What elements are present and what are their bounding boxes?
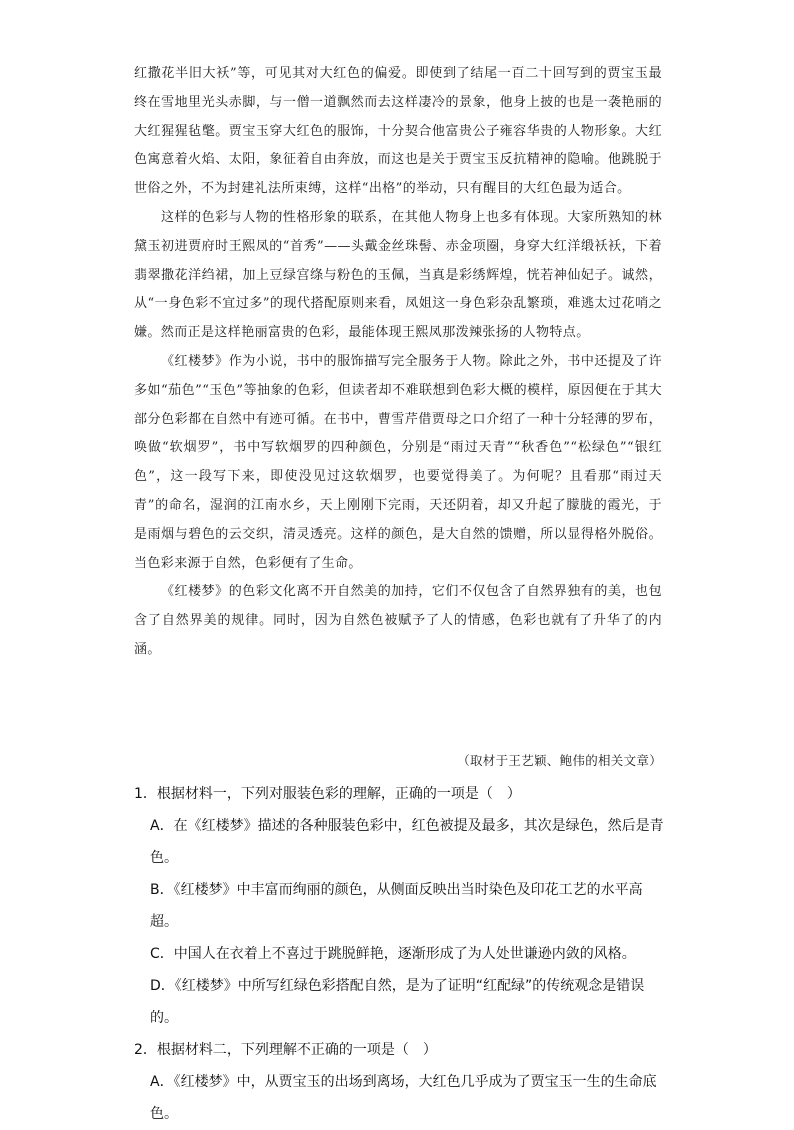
reading-passage <box>134 60 662 665</box>
passage-paragraph: 这样的色彩与人物的性格形象的联系，在其他人物身上也多有体现。大家所熟知的林黛玉初进贾府时王熙凤的“首秀”——头戴金丝珠髻、赤金项圈，身穿大红洋缎袄袄，下着翡翠撒花洋绉裙，加上豆绿宫绦与粉色的玉佩，当真是彩绣辉煌，恍若神仙妃子。诚然，从“一身色彩不宜过多”的现代搭配原则来看，凤姐这一身色彩杂乱繁琐，难逃太过花哨之嫌。然而正是这样艳丽富贵的色彩，最能体现王熙凤那泼辣张扬的人物特点。 <box>134 209 662 341</box>
question-1 <box>134 778 664 1034</box>
question-stem: 1．根据材料一，下列对服装色彩的理解，正确的一项是（ ） <box>134 786 521 802</box>
passage-source: （取材于王艺颖、鲍伟的相关文章） <box>457 753 662 768</box>
passage-paragraph: 《红楼梦》的色彩文化离不开自然美的加持，它们不仅包含了自然界独有的美，也包含了自然界美的规律。同时，因为自然色被赋予了人的情感，色彩也就有了升华了的内涵。 <box>134 584 662 657</box>
option-a[interactable]: A．《红楼梦》中，从贾宝玉的出场到离场，大红色几乎成为了贾宝玉一生的生命底 <box>150 1074 657 1090</box>
question-2 <box>134 1034 664 1130</box>
option-d[interactable]: D．《红楼梦》中所写红绿色彩搭配自然，是为了证明“红配绿”的传统观念是错误的。 <box>150 978 645 1026</box>
option-b[interactable]: B．《红楼梦》中丰富而绚丽的颜色，从侧面反映出当时染色及印花工艺的水平高超。 <box>150 882 643 930</box>
option-a-continued: 色。 <box>150 1106 178 1122</box>
passage-paragraph: 红撒花半旧大袄”等，可见其对大红色的偏爱。即使到了结尾一百二十回写到的贾宝玉最终在雪地里光头赤脚，与一僧一道飘然而去这样凄冷的景象，他身上披的也是一袭艳丽的大红猩猩毡氅。贾宝玉穿大红色的服饰，十分契合他富贵公子雍容华贵的人物形象。大红色寓意着火焰、太阳，象征着自由奔放，而这也是关于贾宝玉反抗精神的隐喻。他跳脱于世俗之外，不为封建礼法所束缚，这样“出格”的举动，只有醒目的大红色最为适合。 <box>134 66 662 197</box>
question-stem: 2．根据材料二，下列理解不正确的一项是（ ） <box>134 1042 437 1058</box>
option-c[interactable]: C．中国人在衣着上不喜过于跳脱鲜艳，逐渐形成了为人处世谦逊内敛的风格。 <box>150 946 636 962</box>
option-a-continued: 色。 <box>150 850 178 866</box>
question-list <box>134 778 664 1130</box>
passage-paragraph: 《红楼梦》作为小说，书中的服饰描写完全服务于人物。除此之外，书中还提及了许多如“茄色”“玉色”等抽象的色彩，但读者却不难联想到色彩大概的模样，原因便在于其大部分色彩都在自然中有迹可循。在书中，曹雪芹借贾母之口介绍了一种十分轻薄的罗布，唤做“软烟罗”，书中写软烟罗的四种颜色，分别是“雨过天青”“秋香色”“松绿色”“银红色”，这一段写下来，即使没见过这软烟罗，也要觉得美了。为何呢？且看那“雨过天青”的命名，湿润的江南水乡，天上刚刚下完雨，天还阴着，却又升起了朦胧的霞光，于是雨烟与碧色的云交织，清灵透亮。这样的颜色，是大自然的馈赠，所以显得格外脱俗。当色彩来源于自然，色彩便有了生命。 <box>134 353 662 571</box>
option-a[interactable]: A．在《红楼梦》描述的各种服装色彩中，红色被提及最多，其次是绿色，然后是青 <box>150 818 664 834</box>
